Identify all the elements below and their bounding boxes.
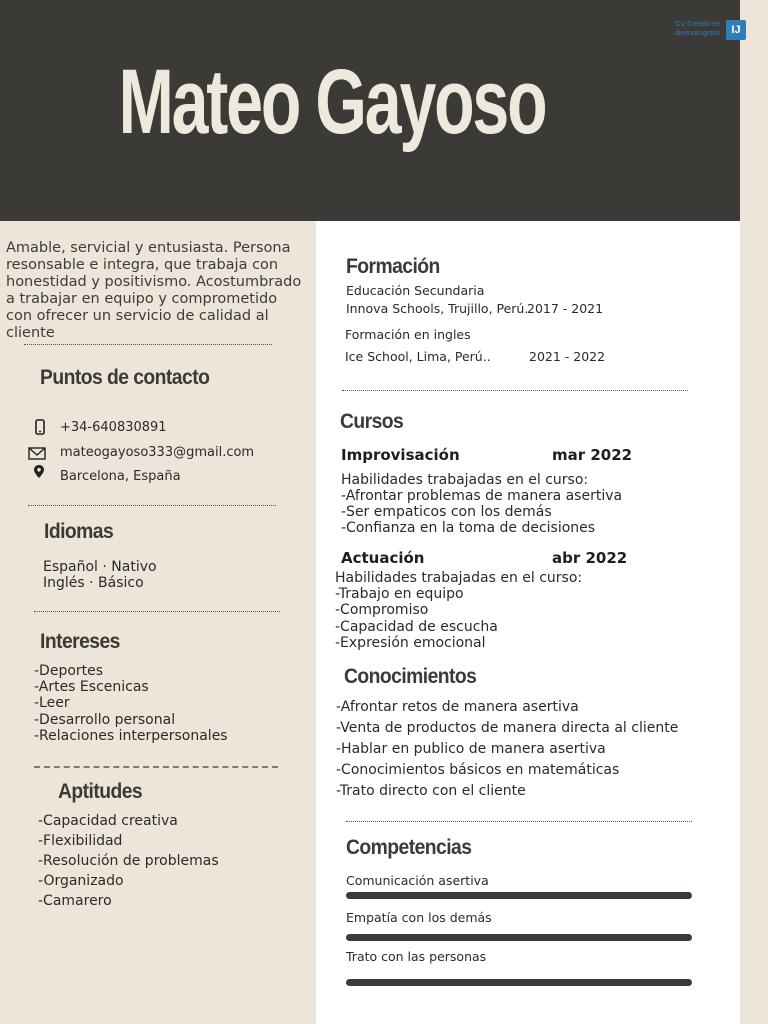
course-name: Improvisación (341, 446, 460, 464)
competencies-heading: Competencias (346, 836, 472, 859)
course-date: mar 2022 (552, 446, 633, 464)
education-heading: Formación (346, 255, 440, 278)
course-date: abr 2022 (552, 549, 628, 567)
education-place: Ice School, Lima, Perú.. (345, 349, 491, 364)
skill-item: -Capacidad creativa (38, 813, 178, 829)
skill-item: -Camarero (38, 893, 112, 909)
knowledge-item: -Conocimientos básicos en matemáticas (336, 762, 620, 778)
competency-label: Trato con las personas (346, 949, 487, 964)
skill-item: -Organizado (38, 873, 124, 889)
interest-item: -Deportes (34, 663, 104, 679)
education-years: 2017 - 2021 (527, 301, 604, 316)
language-item: Español · Nativo (43, 559, 157, 575)
course-line: -Compromiso (335, 602, 429, 618)
course-line: -Expresión emocional (335, 635, 486, 651)
competency-label: Empatía con los demás (346, 910, 492, 925)
cv-logo[interactable] (660, 20, 750, 42)
contact-location: Barcelona, España (60, 469, 181, 484)
interests-heading: Intereses (40, 630, 120, 653)
course-line: -Confianza en la toma de decisiones (341, 520, 596, 536)
course-line: -Afrontar problemas de manera asertiva (341, 488, 623, 504)
profile-summary: Amable, servicial y entusiasta. Persona resonsable e integra, que trabaja con honestidad y positivismo. Acostumbrado a trabajar en equipo y comprometido con ofrecer un servicio de calidad al cliente (6, 240, 302, 341)
education-place: Innova Schools, Trujillo, Perú. (346, 301, 529, 316)
knowledge-heading: Conocimientos (344, 665, 477, 688)
interest-item: -Leer (34, 695, 70, 711)
languages-heading: Idiomas (44, 520, 114, 543)
logo-mark-icon: IJ (726, 20, 746, 40)
logo-text-line2: disenocvgratis (675, 30, 720, 37)
competency-bar (346, 934, 692, 941)
phone-icon (32, 419, 48, 435)
education-degree: Educación Secundaria (346, 283, 485, 298)
education-years: 2021 - 2022 (529, 349, 606, 364)
course-line: -Trabajo en equipo (335, 586, 464, 602)
contact-phone[interactable]: +34-640830891 (60, 420, 167, 435)
course-name: Actuación (341, 549, 425, 567)
interest-item: -Relaciones interpersonales (34, 728, 228, 744)
skill-item: -Flexibilidad (38, 833, 123, 849)
course-line: -Ser empaticos con los demás (341, 504, 552, 520)
candidate-name: Mateo Gayoso (118, 51, 546, 153)
courses-heading: Cursos (340, 410, 404, 433)
course-line: -Capacidad de escucha (335, 619, 498, 635)
interest-item: -Artes Escenicas (34, 679, 149, 695)
divider (28, 505, 276, 506)
knowledge-item: -Hablar en publico de manera asertiva (336, 741, 606, 757)
divider (34, 766, 278, 768)
right-margin-strip (740, 0, 768, 1024)
knowledge-item: -Venta de productos de manera directa al cliente (336, 720, 679, 736)
language-item: Inglés · Básico (43, 575, 144, 591)
competency-bar (346, 979, 692, 986)
interest-item: -Desarrollo personal (34, 712, 176, 728)
competency-label: Comunicación asertiva (346, 873, 489, 888)
mail-icon (28, 445, 46, 461)
education-degree: Formación en ingles (345, 327, 471, 342)
logo-text-line1: CV Creado en (675, 21, 720, 28)
divider (24, 344, 272, 345)
knowledge-item: -Afrontar retos de manera asertiva (336, 699, 579, 715)
divider (34, 611, 280, 612)
competency-bar (346, 892, 692, 899)
contact-email[interactable]: mateogayoso333@gmail.com (60, 445, 255, 460)
contact-heading: Puntos de contacto (40, 366, 210, 389)
divider (342, 390, 688, 391)
divider (346, 821, 692, 822)
skill-item: -Resolución de problemas (38, 853, 219, 869)
logo-text (650, 20, 720, 38)
skills-heading: Aptitudes (58, 780, 143, 803)
course-line: Habilidades trabajadas en el curso: (335, 570, 583, 586)
course-line: Habilidades trabajadas en el curso: (341, 472, 589, 488)
location-pin-icon (31, 464, 47, 480)
knowledge-item: -Trato directo con el cliente (336, 783, 526, 799)
